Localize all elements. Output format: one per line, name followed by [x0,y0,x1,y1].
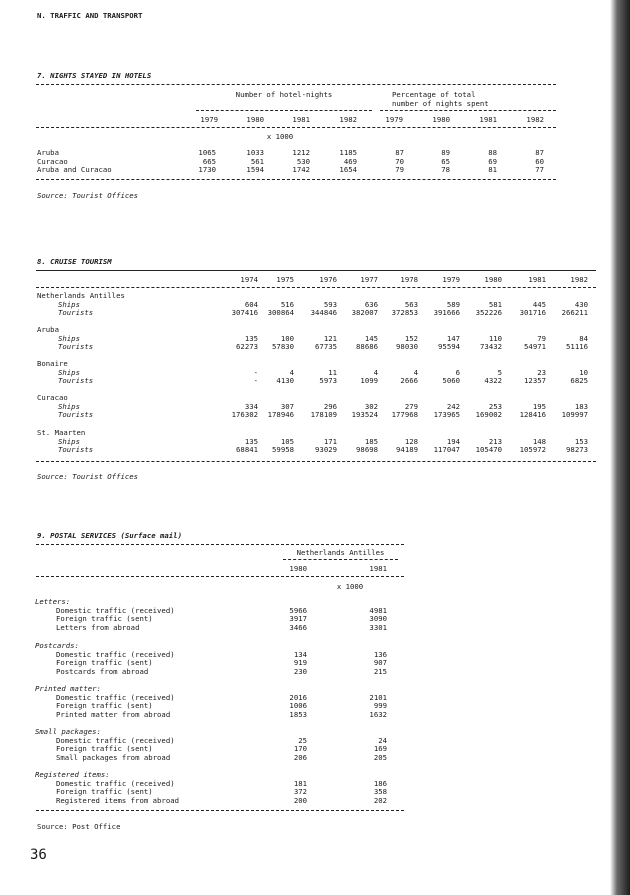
postal-cell: 215 [373,667,387,677]
postal-row-label: Foreign traffic (sent) [56,701,153,711]
postal-cell: 358 [373,787,387,797]
cruise-cell: 67735 [315,342,337,351]
cruise-cell: 109997 [561,410,588,419]
cruise-cell: 382007 [351,308,378,317]
cruise-cell: 4 [413,367,418,377]
cruise-rule-top [36,270,596,271]
cruise-cell: 344846 [310,308,337,317]
postal-cell: 919 [293,658,307,668]
cruise-rule-mid [36,287,596,288]
postal-row-label: Foreign traffic (sent) [56,658,153,668]
cruise-group-name: Aruba [37,325,59,334]
hotels-cell: 1212 [292,148,310,157]
cruise-cell: 5 [497,367,502,377]
cruise-year-header: 1974 [240,275,258,284]
postal-cell: 24 [378,735,387,745]
cruise-cell: 135 [244,436,258,446]
cruise-cell: 121 [323,333,337,343]
cruise-cell: 372853 [391,308,418,317]
postal-year-header: 1981 [369,564,387,573]
cruise-cell: 145 [364,333,378,343]
postal-cell: 181 [293,778,307,788]
cruise-cell: 430 [574,299,588,309]
postal-cell: 186 [373,778,387,788]
postal-cell: 200 [293,796,307,806]
cruise-cell: - [253,367,258,377]
cruise-cell: 307416 [231,308,258,317]
cruise-group-name: Curacao [37,393,68,402]
cruise-cell: 253 [488,401,502,411]
postal-year-header: 1980 [289,564,307,573]
cruise-row-label: Ships [58,333,80,343]
postal-row-label: Small packages from abroad [56,753,171,763]
cruise-cell: 1099 [360,376,378,385]
hotels-group2-header-line2: number of nights spent [392,99,489,108]
cruise-cell: 266211 [561,308,588,317]
cruise-row-label: Ships [58,436,80,446]
cruise-cell: 128 [404,436,418,446]
cruise-cell: 68841 [236,445,258,454]
hotels-cell: 78 [441,165,450,174]
cruise-cell: 178946 [267,410,294,419]
postal-cell: 1853 [289,710,307,720]
postal-cell: 3466 [289,623,307,633]
cruise-row-label: Tourists [58,342,94,351]
cruise-cell: 73432 [480,342,502,351]
postal-cell: 2016 [289,692,307,702]
hotels-cell: 87 [535,148,544,157]
cruise-cell: 176302 [231,410,258,419]
cruise-cell: 84 [579,333,588,343]
cruise-cell: 98698 [356,445,378,454]
cruise-cell: 296 [323,401,337,411]
cruise-cell: 98273 [566,445,588,454]
cruise-row-label: Tourists [58,376,94,385]
hotels-cell: 87 [395,148,404,157]
postal-cell: 230 [293,667,307,677]
postal-cell: 25 [298,735,307,745]
cruise-cell: 279 [404,401,418,411]
hotels-cell: 88 [488,148,497,157]
cruise-cell: 352226 [475,308,502,317]
hotels-year-header: 1979 [385,115,403,124]
cruise-cell: 11 [328,367,337,377]
cruise-cell: 177968 [391,410,418,419]
cruise-cell: 110 [488,333,502,343]
postal-section-name: Postcards: [35,641,79,650]
cruise-cell: 593 [323,299,337,309]
cruise-row-label: Tourists [58,410,94,419]
cruise-cell: 62273 [236,342,258,351]
hotels-rule-mid [36,127,556,128]
cruise-cell: 193524 [351,410,378,419]
cruise-cell: 2666 [400,376,418,385]
cruise-cell: 6 [455,367,460,377]
cruise-cell: 213 [488,436,502,446]
hotels-source: Source: Tourist Offices [37,191,139,200]
hotels-cell: 69 [488,156,497,166]
hotels-row-label: Aruba and Curacao [37,165,112,174]
hotels-cell: 561 [250,156,264,166]
postal-rule-mid [36,576,404,577]
cruise-cell: 12357 [524,376,546,385]
cruise-cell: 4 [373,367,378,377]
hotels-rule-top [36,84,556,85]
hotels-cell: 1065 [198,148,216,157]
cruise-cell: 105972 [519,445,546,454]
cruise-cell: 128416 [519,410,546,419]
hotels-year-header: 1981 [292,115,310,124]
postal-row-label: Domestic traffic (received) [56,649,175,659]
postal-cell: 372 [293,787,307,797]
hotels-cell: 1185 [339,148,357,157]
hotels-cell: 70 [395,156,404,166]
cruise-cell: 98030 [396,342,418,351]
cruise-cell: 95594 [438,342,460,351]
postal-row-label: Printed matter from abroad [56,710,171,720]
cruise-cell: 589 [446,299,460,309]
hotels-cell: 79 [395,165,404,174]
postal-cell: 2101 [369,692,387,702]
cruise-group-name: Netherlands Antilles [37,291,125,300]
cruise-cell: 147 [446,333,460,343]
postal-cell: 4981 [369,605,387,615]
cruise-cell: 178109 [310,410,337,419]
postal-cell: 3301 [369,623,387,633]
cruise-cell: 100 [280,333,294,343]
cruise-year-header: 1976 [319,275,337,284]
cruise-cell: 334 [244,401,258,411]
cruise-group-name: Bonaire [37,359,68,368]
hotels-year-header: 1980 [246,115,264,124]
cruise-rule-bottom [36,461,596,462]
cruise-cell: 4322 [484,376,502,385]
cruise-cell: 4 [289,367,294,377]
hotels-group2-header-line1: Percentage of total [392,90,476,99]
postal-cell: 3917 [289,614,307,624]
hotels-cell: 1654 [339,165,357,174]
hotels-cell: 81 [488,165,497,174]
cruise-row-label: Tourists [58,308,94,317]
cruise-row-label: Ships [58,299,80,309]
hotels-group1-rule [196,110,372,111]
cruise-cell: 93029 [315,445,337,454]
postal-cell: 206 [293,753,307,763]
postal-group-rule [283,559,398,560]
cruise-cell: 57830 [272,342,294,351]
cruise-cell: 79 [537,333,546,343]
cruise-cell: 183 [574,401,588,411]
postal-row-label: Foreign traffic (sent) [56,614,153,624]
postal-cell: 169 [373,744,387,754]
postal-cell: 170 [293,744,307,754]
postal-cell: 907 [373,658,387,668]
hotels-cell: 665 [202,156,216,166]
cruise-cell: 242 [446,401,460,411]
hotels-cell: 89 [441,148,450,157]
postal-section-name: Registered items: [35,770,110,779]
cruise-cell: 171 [323,436,337,446]
cruise-cell: 636 [364,299,378,309]
postal-title: 9. POSTAL SERVICES (Surface mail) [37,531,182,540]
cruise-cell: 59958 [272,445,294,454]
cruise-cell: 300864 [267,308,294,317]
page-edge-shadow [610,0,630,895]
postal-unit: x 1000 [336,582,364,591]
cruise-cell: 194 [446,436,460,446]
cruise-cell: 563 [404,299,418,309]
hotels-row-label: Curacao [37,156,68,166]
cruise-cell: 117047 [433,445,460,454]
postal-section-name: Small packages: [35,727,101,736]
postal-cell: 1006 [289,701,307,711]
cruise-group-name: St. Maarten [37,428,86,437]
cruise-row-label: Ships [58,367,80,377]
hotels-cell: 1033 [246,148,264,157]
cruise-cell: 391666 [433,308,460,317]
cruise-cell: 135 [244,333,258,343]
cruise-title: 8. CRUISE TOURISM [37,257,112,266]
postal-rule-top [36,544,404,545]
hotels-cell: 1730 [198,165,216,174]
postal-group-header: Netherlands Antilles [296,548,385,557]
hotels-group1-header: Number of hotel-nights [235,90,333,99]
cruise-year-header: 1975 [276,275,294,284]
hotels-year-header: 1982 [526,115,544,124]
cruise-year-header: 1982 [570,275,588,284]
running-header: N. TRAFFIC AND TRANSPORT [37,11,143,20]
cruise-year-header: 1981 [528,275,546,284]
postal-rule-bottom [36,810,404,811]
hotels-title: 7. NIGHTS STAYED IN HOTELS [37,71,152,80]
postal-section-name: Printed matter: [35,684,101,693]
cruise-cell: 5973 [319,376,337,385]
cruise-cell: 105 [280,436,294,446]
cruise-cell: 169002 [475,410,502,419]
postal-row-label: Postcards from abroad [56,667,149,677]
cruise-cell: 6825 [570,376,588,385]
cruise-cell: 51116 [566,342,588,351]
cruise-row-label: Tourists [58,445,94,454]
hotels-cell: 1742 [292,165,310,174]
cruise-cell: 152 [404,333,418,343]
cruise-cell: 195 [532,401,546,411]
postal-source: Source: Post Office [37,822,121,831]
hotels-year-header: 1980 [432,115,450,124]
hotels-group2-rule [380,110,556,111]
postal-row-label: Domestic traffic (received) [56,735,175,745]
cruise-cell: - [253,376,258,385]
cruise-year-header: 1978 [400,275,418,284]
postal-row-label: Domestic traffic (received) [56,778,175,788]
cruise-cell: 88686 [356,342,378,351]
postal-cell: 1632 [369,710,387,720]
cruise-cell: 445 [532,299,546,309]
hotels-year-header: 1981 [479,115,497,124]
postal-row-label: Domestic traffic (received) [56,605,175,615]
cruise-cell: 4130 [276,376,294,385]
cruise-cell: 581 [488,299,502,309]
hotels-year-header: 1982 [339,115,357,124]
hotels-row-label: Aruba [37,148,59,157]
cruise-cell: 307 [280,401,294,411]
postal-section-name: Letters: [35,597,71,606]
cruise-cell: 105470 [475,445,502,454]
page-number: 36 [30,847,47,863]
postal-row-label: Letters from abroad [56,623,140,633]
postal-cell: 999 [373,701,387,711]
postal-row-label: Domestic traffic (received) [56,692,175,702]
postal-cell: 205 [373,753,387,763]
cruise-cell: 516 [280,299,294,309]
cruise-cell: 604 [244,299,258,309]
hotels-cell: 530 [296,156,310,166]
hotels-cell: 469 [343,156,357,166]
postal-row-label: Registered items from abroad [56,796,180,806]
postal-cell: 5966 [289,605,307,615]
cruise-cell: 94189 [396,445,418,454]
hotels-cell: 1594 [246,165,264,174]
hotels-cell: 77 [535,165,544,174]
cruise-cell: 5060 [442,376,460,385]
postal-cell: 3090 [369,614,387,624]
cruise-source: Source: Tourist Offices [37,472,139,481]
hotels-cell: 65 [441,156,450,166]
hotels-cell: 60 [535,156,544,166]
hotels-unit: x 1000 [266,132,294,141]
postal-row-label: Foreign traffic (sent) [56,744,153,754]
hotels-year-header: 1979 [200,115,218,124]
cruise-year-header: 1977 [360,275,378,284]
cruise-year-header: 1979 [442,275,460,284]
cruise-cell: 153 [574,436,588,446]
postal-cell: 136 [373,649,387,659]
cruise-cell: 185 [364,436,378,446]
cruise-cell: 23 [537,367,546,377]
cruise-row-label: Ships [58,401,80,411]
postal-cell: 134 [293,649,307,659]
cruise-cell: 173965 [433,410,460,419]
cruise-cell: 302 [364,401,378,411]
postal-cell: 202 [373,796,387,806]
cruise-year-header: 1980 [484,275,502,284]
cruise-cell: 301716 [519,308,546,317]
hotels-rule-bottom [36,179,556,180]
cruise-cell: 54971 [524,342,546,351]
postal-row-label: Foreign traffic (sent) [56,787,153,797]
cruise-cell: 148 [532,436,546,446]
cruise-cell: 10 [579,367,588,377]
